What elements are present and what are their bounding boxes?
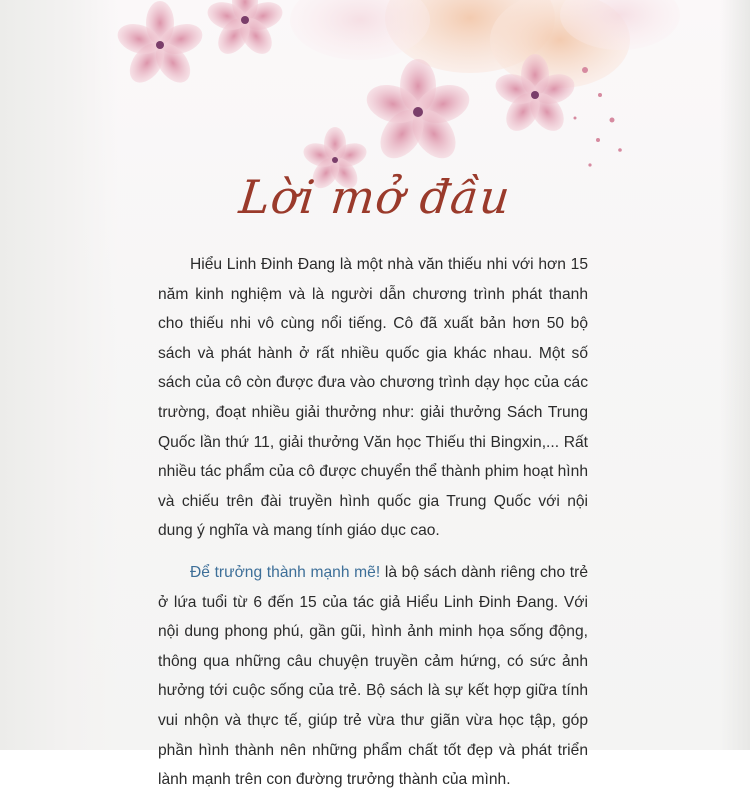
- pink-flower: [204, 0, 286, 60]
- series-description: là bộ sách dành riêng cho trẻ ở lứa tuổi từ 6 đến 15 của tác giả Hiểu Linh Đinh Đang. Với nội dung phong phú, gần gũi, hình ảnh minh họa sống động, thông qua những câu chuyện truyền cảm hứng, có sức ảnh hưởng tới cuộc sống của trẻ. Bộ sách là sự kết hợp giữa tính vui nhộn và thực tế, giúp trẻ vừa thư giãn vừa học tập, góp phần hình thành nên những phẩm chất tốt đẹp và phát triển lành mạnh trên con đường trưởng thành của mình.: [158, 563, 589, 789]
- paragraph-series-intro: [158, 558, 588, 795]
- pink-flower: [114, 1, 206, 89]
- series-title: Để trưởng thành mạnh mẽ!: [190, 563, 381, 581]
- body-text: [158, 250, 588, 795]
- pink-flower: [362, 59, 474, 166]
- paragraph-author-intro: Hiểu Linh Đinh Đang là một nhà văn thiếu nhi với hơn 15 năm kinh nghiệm và là người dẫn chương trình phát thanh cho thiếu nhi vô cùng nổi tiếng. Cô đã xuất bản hơn 50 bộ sách và phát hành ở rất nhiều quốc gia khác nhau. Một số sách của cô còn được đưa vào chương trình dạy học của các trường, đoạt nhiều giải thưởng như: giải thưởng Sách Trung Quốc lần thứ 11, giải thưởng Văn học Thiếu thi Bingxin,... Rất nhiều tác phẩm của cô được chuyển thể thành phim hoạt hình và chiếu trên đài truyền hình quốc gia Trung Quốc với nội dung ý nghĩa và mang tính giáo dục cao.: [158, 256, 588, 540]
- page-title: Lời mở đầu: [236, 170, 514, 224]
